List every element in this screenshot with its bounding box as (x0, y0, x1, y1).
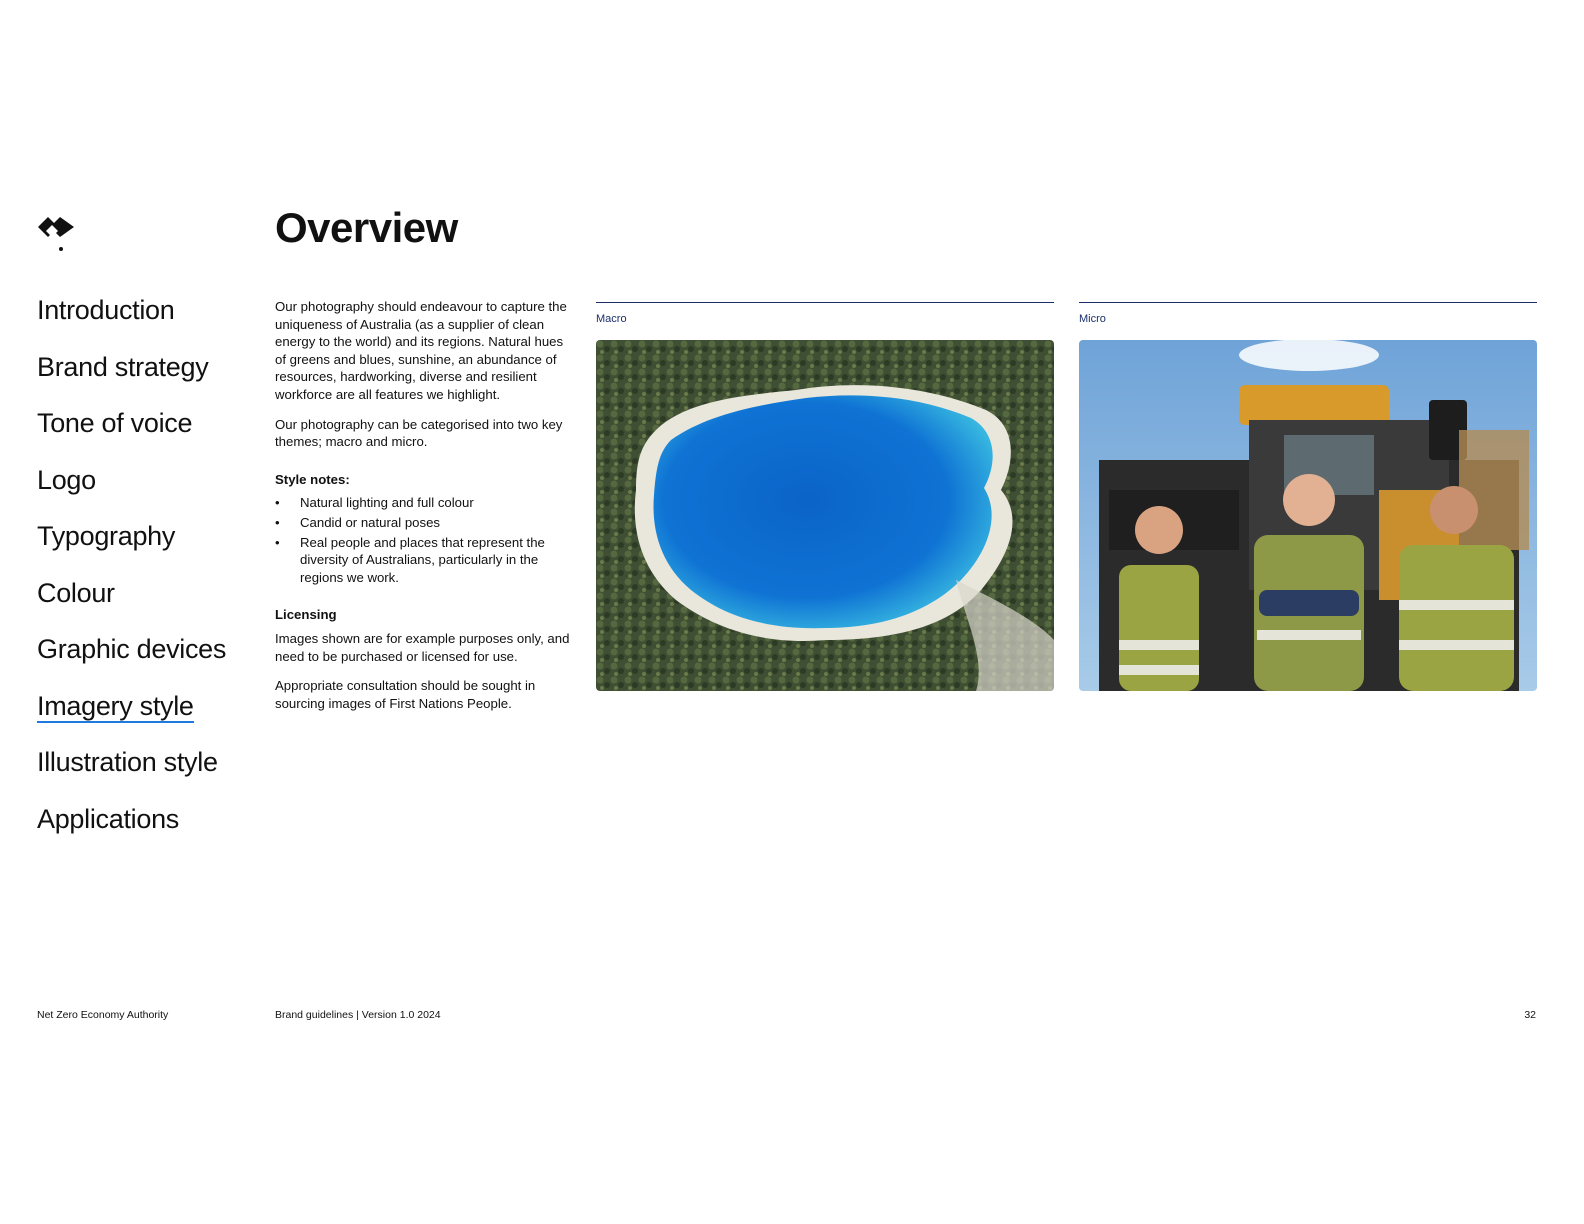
nav-item-colour[interactable] (37, 575, 226, 632)
body-text (275, 298, 575, 724)
nav-item-applications[interactable] (37, 801, 226, 858)
themes-paragraph: Our photography can be categorised into two key themes; macro and micro. (275, 416, 563, 450)
page-number: 32 (1524, 1009, 1536, 1021)
nav-item-introduction[interactable] (37, 292, 226, 349)
macro-image (596, 340, 1054, 691)
nav-item-graphic-devices[interactable] (37, 631, 226, 688)
divider (596, 302, 1054, 303)
licensing-paragraph-1: Images shown are for example purposes only, and need to be purchased or licensed for use. (275, 630, 570, 664)
nav-item-label: Illustration style (37, 747, 218, 777)
nav-item-label: Logo (37, 464, 96, 495)
nav-item-brand-strategy[interactable] (37, 349, 226, 406)
macro-label: Macro (596, 313, 627, 325)
nav-item-label: Graphic devices (37, 634, 227, 664)
nav-item-logo[interactable] (37, 462, 226, 519)
brand-logo-icon (36, 215, 80, 253)
nav-item-typography[interactable] (37, 518, 226, 575)
nav-item-imagery-style[interactable] (37, 688, 226, 745)
footer-doc: Brand guidelines | Version 1.0 2024 (275, 1009, 441, 1021)
nav-item-illustration-style[interactable] (37, 744, 226, 801)
intro-paragraph: Our photography should endeavour to capture the uniqueness of Australia (as a supplier of clean energy to the world) and its regions. Natural hues of greens and blues, sunshine, an abundance of resources, hardworking, diverse and resilient workforce are all features we highlight. (275, 299, 567, 402)
footer-org: Net Zero Economy Authority (37, 1009, 169, 1021)
nav-item-label: Imagery style (37, 690, 194, 721)
licensing-paragraph-2: Appropriate consultation should be sought in sourcing images of First Nations People. (275, 678, 536, 711)
nav-item-label: Brand strategy (37, 351, 209, 382)
nav-item-label: Introduction (37, 295, 175, 325)
nav-item-label: Tone of voice (37, 408, 193, 438)
page-title: Overview (275, 204, 458, 251)
micro-label: Micro (1079, 313, 1106, 325)
licensing-heading: Licensing (275, 607, 337, 623)
list-item: • Candid or natural poses (275, 514, 575, 532)
divider (1079, 302, 1537, 303)
list-item: • Natural lighting and full colour (275, 494, 575, 512)
nav-item-label: Typography (37, 521, 176, 551)
list-item: • Real people and places that represent the diversity of Australians, particularly in the regions we work. (275, 534, 575, 587)
nav-item-label: Applications (37, 803, 179, 834)
micro-image (1079, 340, 1537, 691)
micro-panel (1079, 302, 1537, 691)
style-notes-heading: Style notes: (275, 471, 350, 487)
nav-item-tone-of-voice[interactable] (37, 405, 226, 462)
side-nav (37, 292, 226, 857)
nav-item-label: Colour (37, 577, 115, 608)
style-notes-list (275, 494, 575, 586)
macro-panel (596, 302, 1054, 691)
